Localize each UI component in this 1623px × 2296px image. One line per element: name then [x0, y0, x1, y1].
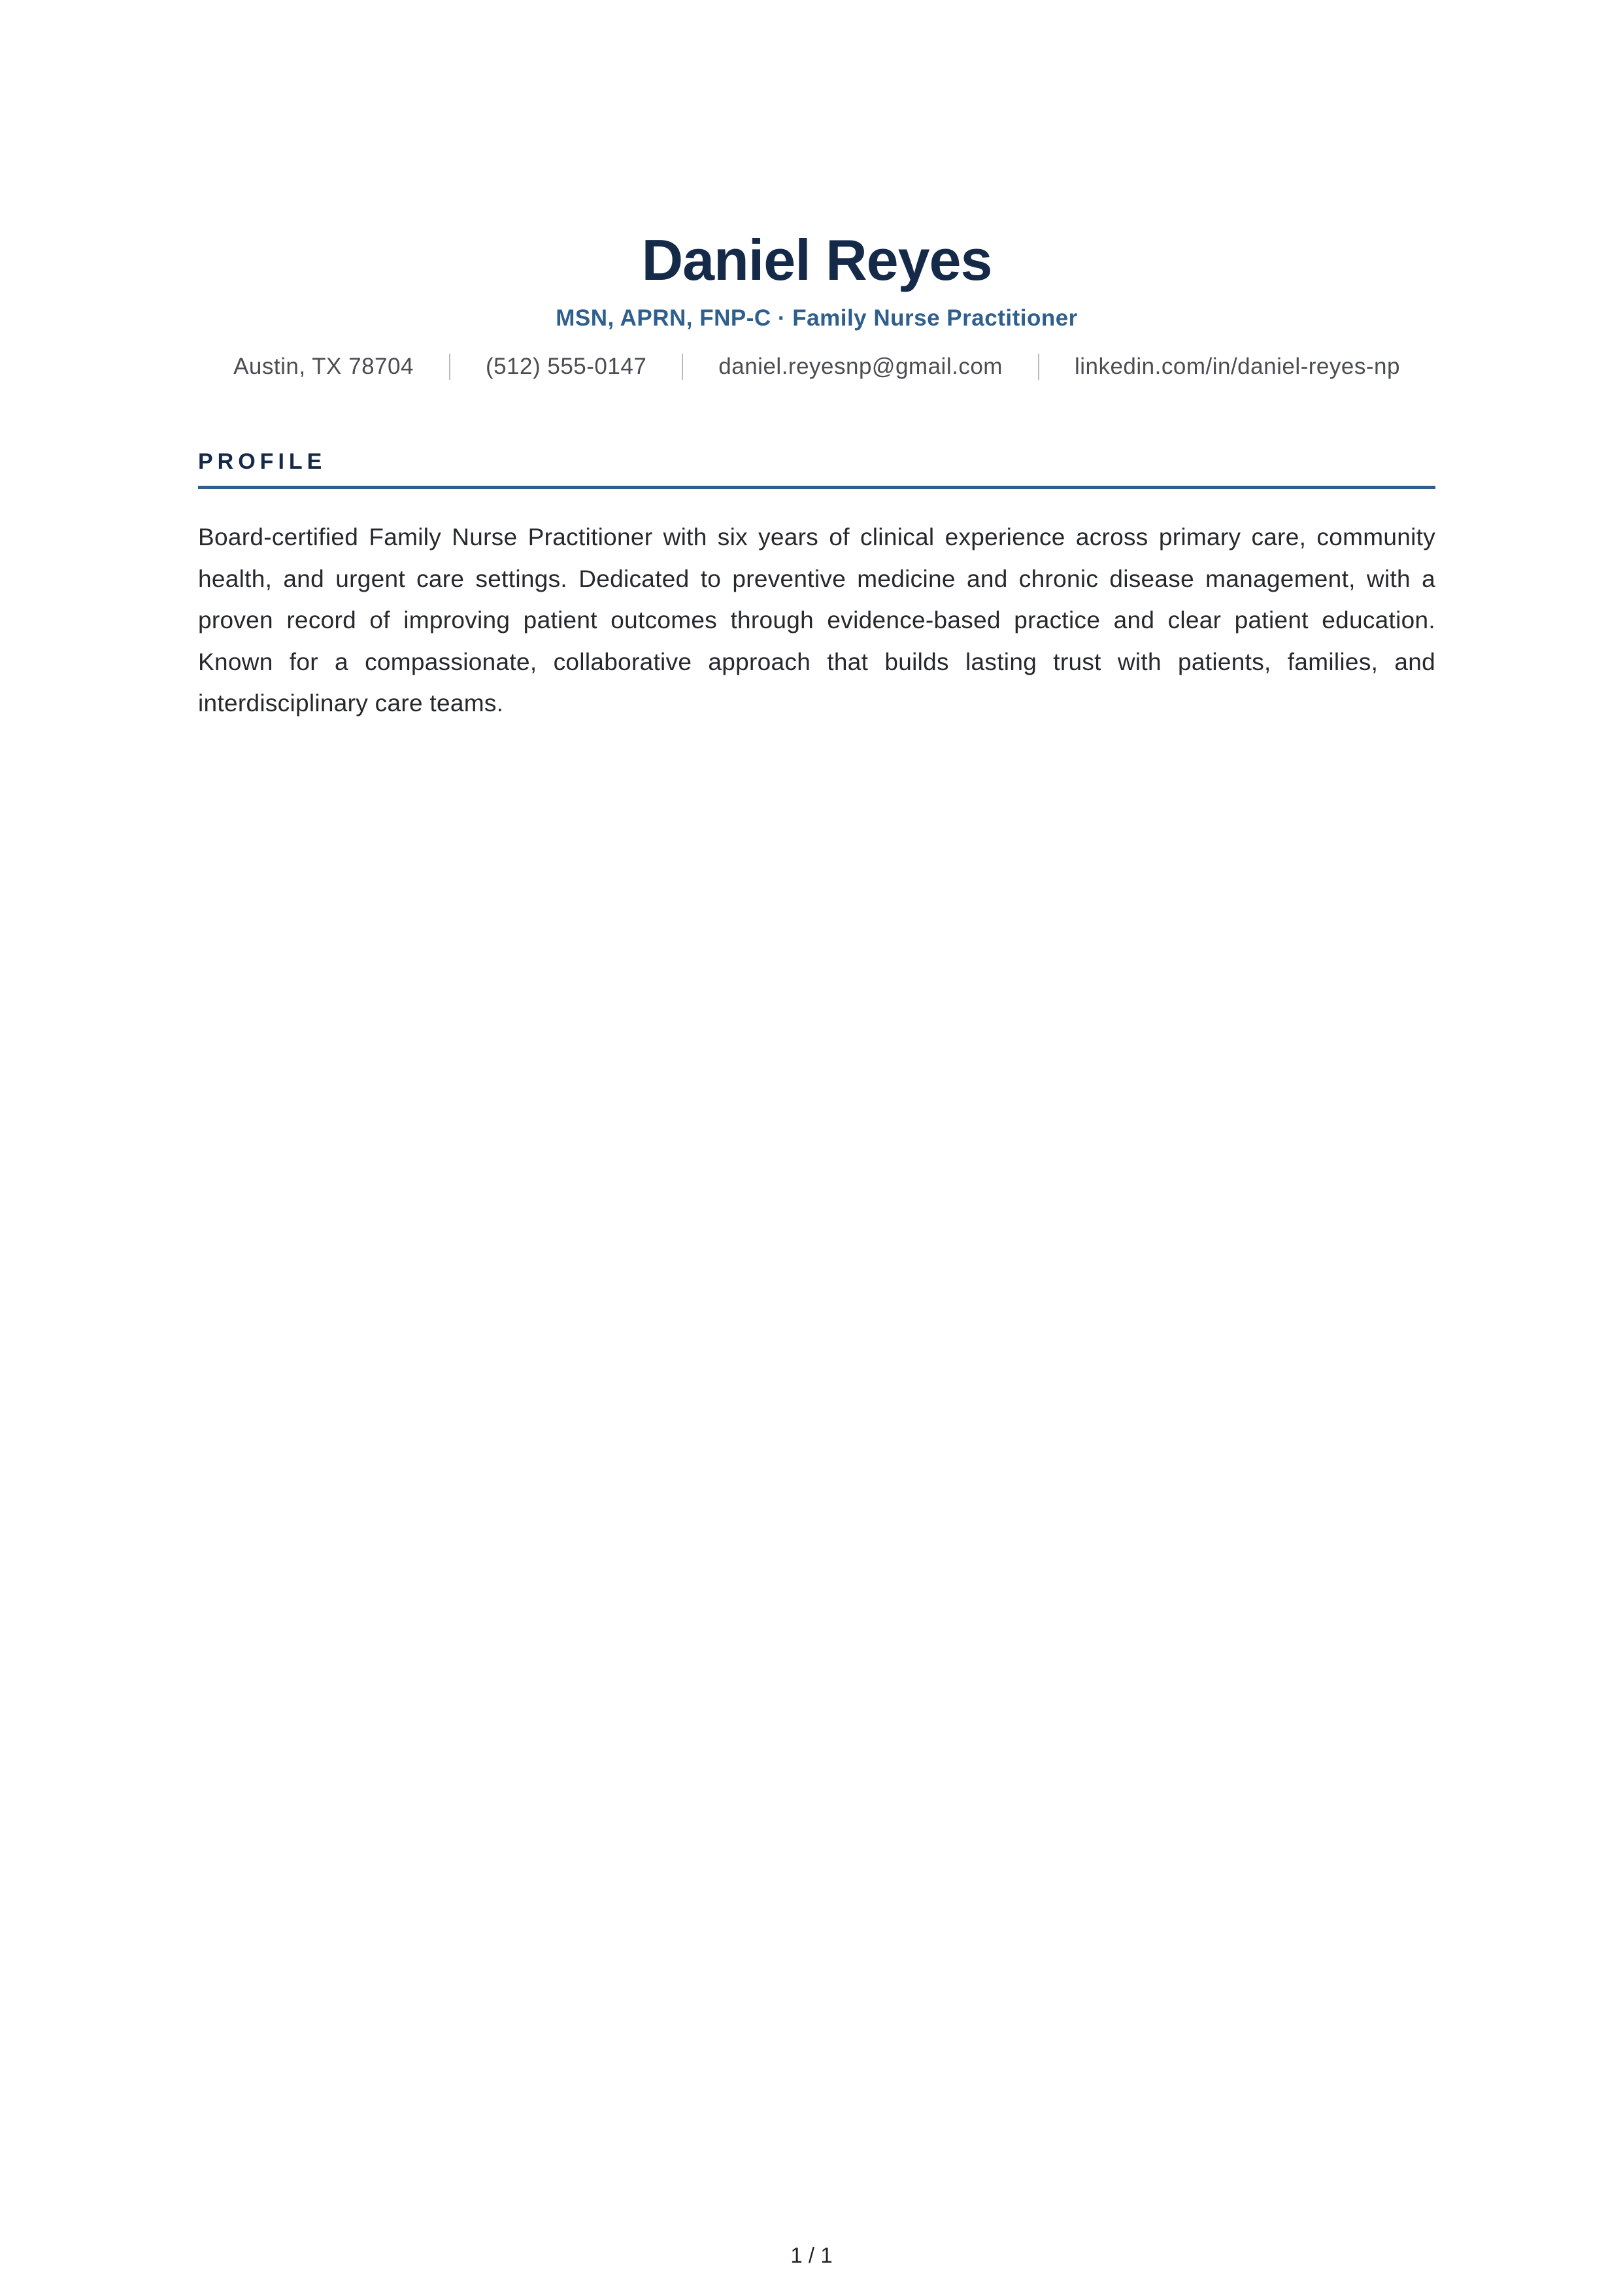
candidate-title: MSN, APRN, FNP-C · Family Nurse Practitioner [556, 305, 1078, 331]
contact-email: daniel.reyesnp@gmail.com [718, 354, 1003, 379]
profile-summary: Board-certified Family Nurse Practitioner with six years of clinical experience across primary care, community health, and urgent care settings. Dedicated to preventive medicine and chronic disease management, with a proven record of improving patient outcomes through evidence-based practice and clear patient education. Known for a compassionate, collaborative approach that builds lasting trust with patients, families, and interdisciplinary care teams. [198, 524, 1435, 717]
candidate-name: Daniel Reyes [641, 228, 992, 292]
profile-section-heading: PROFILE [198, 449, 327, 474]
contact-location: Austin, TX 78704 [233, 354, 414, 379]
contact-phone: (512) 555-0147 [485, 354, 647, 379]
contact-line [198, 350, 1435, 383]
profile-section-divider [198, 486, 1435, 489]
page-number: 1 / 1 [790, 2243, 833, 2267]
contact-separator [1038, 354, 1039, 380]
resume-header [198, 221, 1435, 335]
contact-separator [449, 354, 450, 380]
contact-separator [682, 354, 683, 380]
contact-linkedin: linkedin.com/in/daniel-reyes-np [1074, 354, 1400, 379]
